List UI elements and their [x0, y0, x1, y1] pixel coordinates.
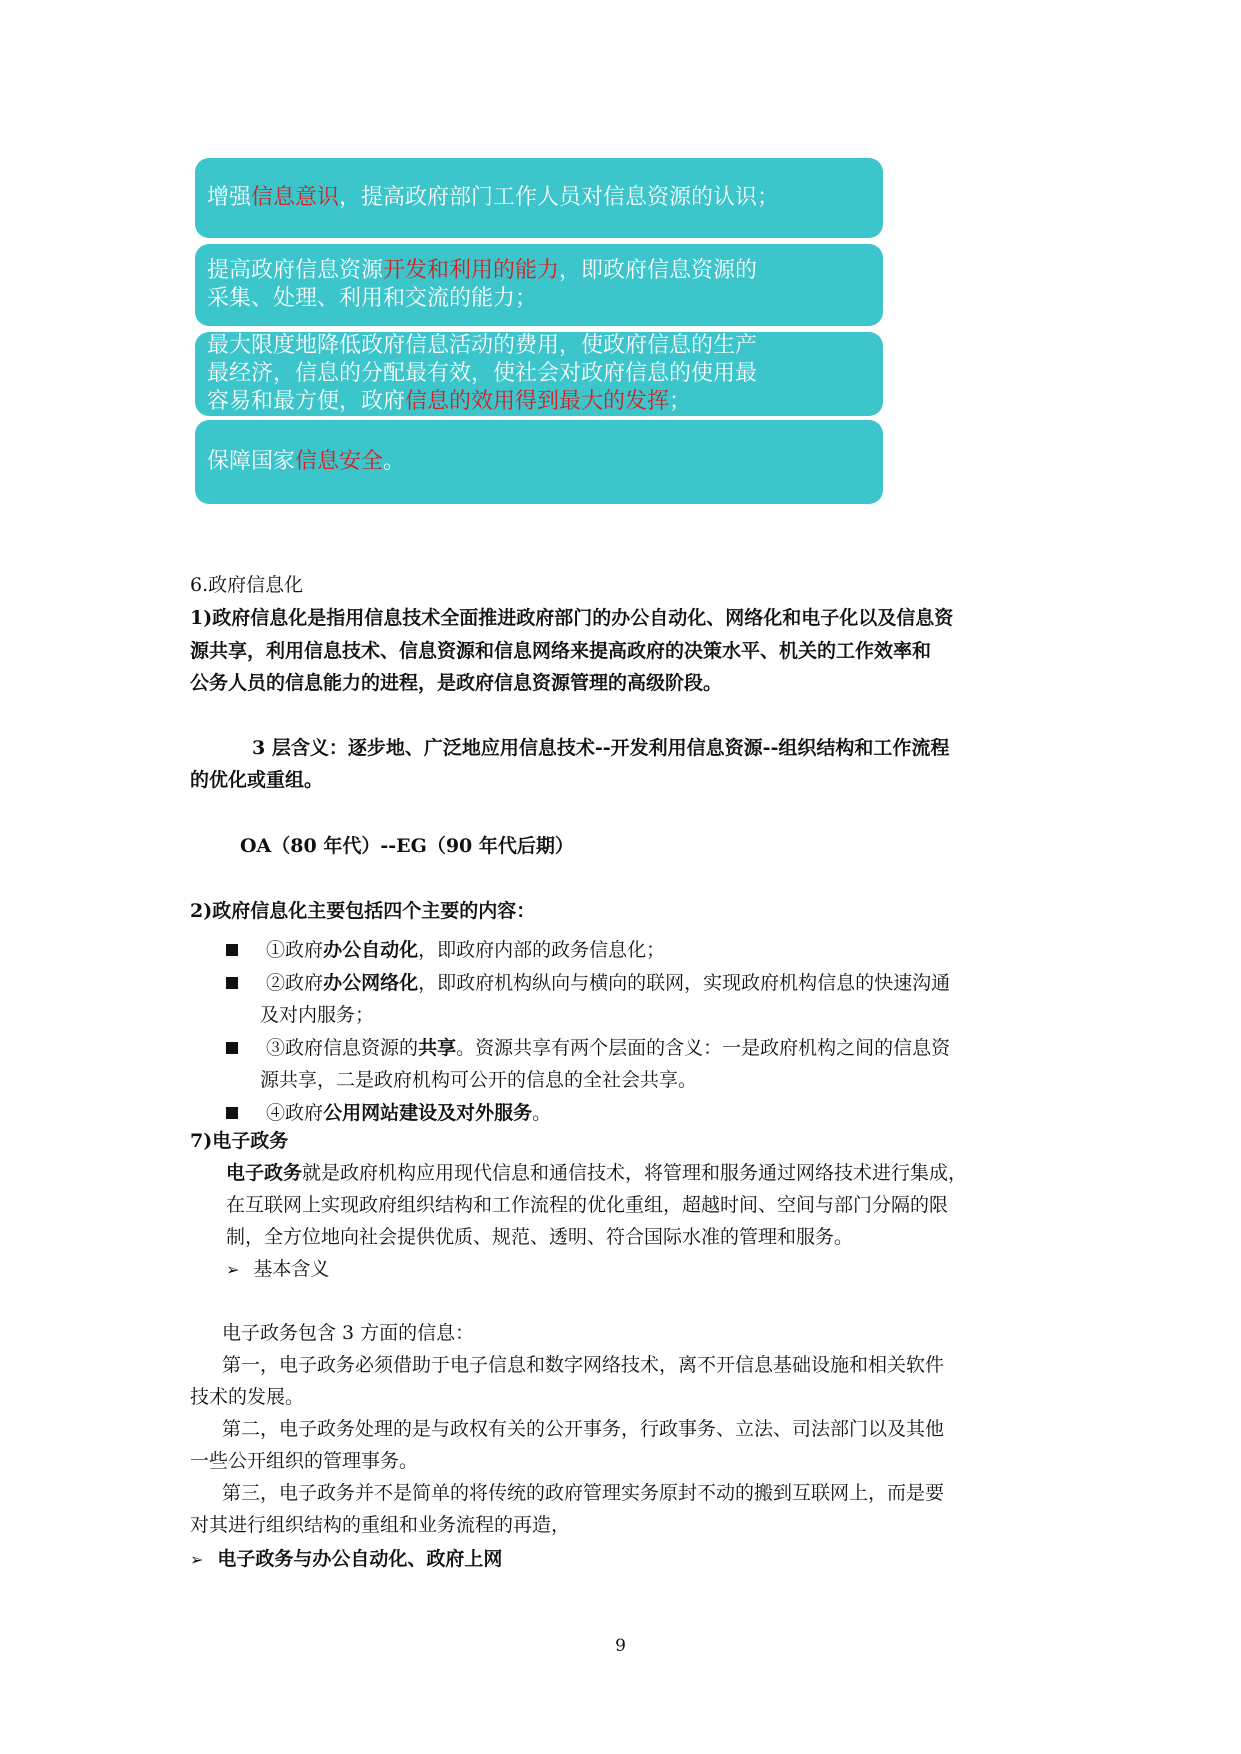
list-item: ①政府办公自动化，即政府内部的政务信息化； — [226, 935, 665, 962]
sec6-p1-line1: 1)政府信息化是指用信息技术全面推进政府部门的办公自动化、网络化和电子化以及信息资 — [190, 607, 954, 629]
list-item-continuation: 源共享，二是政府机构可公开的信息的全社会共享。 — [260, 1069, 698, 1091]
box-text: 保障国家信息安全。 — [207, 449, 406, 474]
list-item: ③政府信息资源的共享。资源共享有两个层面的含义：一是政府机构之间的信息资 — [226, 1033, 950, 1060]
info-box-1 — [195, 158, 883, 238]
sec6-p2-line2: 的优化或重组。 — [190, 769, 324, 791]
sec7-first-line2: 技术的发展。 — [190, 1386, 305, 1408]
arrow-item: ➢ 基本含义 — [226, 1258, 330, 1280]
arrow-bullet-icon: ➢ — [190, 1550, 204, 1569]
sec7-first-line1: 第一，电子政务必须借助于电子信息和数字网络技术，离不开信息基础设施和相关软件 — [222, 1354, 945, 1376]
page-number: 9 — [615, 1636, 626, 1656]
arrow-item-2: ➢ 电子政务与办公自动化、政府上网 — [190, 1548, 503, 1570]
info-box-3 — [195, 332, 883, 416]
list-item: ④政府公用网站建设及对外服务。 — [226, 1098, 551, 1125]
sec7-third-line1: 第三，电子政务并不是简单的将传统的政府管理实务原封不动的搬到互联网上，而是要 — [222, 1482, 945, 1504]
sec6-p3: OA（80 年代）--EG（90 年代后期） — [240, 835, 574, 857]
sec7-p1-line2: 在互联网上实现政府组织结构和工作流程的优化重组，超越时间、空间与部门分隔的限 — [226, 1194, 949, 1216]
sec7-p1-line3: 制，全方位地向社会提供优质、规范、透明、符合国际水准的管理和服务。 — [226, 1226, 854, 1248]
sec6-p1-line2: 源共享，利用信息技术、信息资源和信息网络来提高政府的决策水平、机关的工作效率和 — [190, 640, 932, 662]
sec7-p1-line1: 电子政务就是政府机构应用现代信息和通信技术，将管理和服务通过网络技术进行集成， — [226, 1162, 968, 1184]
box-text: 最大限度地降低政府信息活动的费用，使政府信息的生产 最经济，信息的分配最有效，使社会对政府信息的使用最 容易和最方便，政府信息的效用得到最大的发挥； — [207, 333, 758, 414]
list-item: ②政府办公网络化，即政府机构纵向与横向的联网，实现政府机构信息的快速沟通 — [226, 968, 950, 995]
sec7-third-line2: 对其进行组织结构的重组和业务流程的再造， — [190, 1514, 571, 1536]
sec6-p2-line1: 3 层含义：逐步地、广泛地应用信息技术--开发利用信息资源--组织结构和工作流程 — [252, 737, 950, 759]
box-text: 提高政府信息资源开发和利用的能力，即政府信息资源的 采集、处理、利用和交流的能力； — [207, 258, 758, 311]
list-item-continuation: 及对内服务； — [260, 1004, 375, 1026]
sec7-second-line1: 第二，电子政务处理的是与政权有关的公开事务，行政事务、立法、司法部门以及其他 — [222, 1418, 945, 1440]
sec7-intro: 电子政务包含 3 方面的信息： — [222, 1322, 475, 1344]
square-bullet-icon — [226, 944, 238, 956]
sec6-p1-line3: 公务人员的信息能力的进程，是政府信息资源管理的高级阶段。 — [190, 672, 723, 694]
square-bullet-icon — [226, 1042, 238, 1054]
section-7-heading: 7)电子政务 — [190, 1130, 289, 1152]
box-text: 增强信息意识，提高政府部门工作人员对信息资源的认识； — [207, 185, 780, 210]
info-box-4 — [195, 420, 883, 504]
sec7-second-line2: 一些公开组织的管理事务。 — [190, 1450, 419, 1472]
square-bullet-icon — [226, 1107, 238, 1119]
sec6-p4: 2)政府信息化主要包括四个主要的内容： — [190, 900, 536, 922]
arrow-bullet-icon: ➢ — [226, 1260, 240, 1279]
info-box-2 — [195, 244, 883, 326]
square-bullet-icon — [226, 977, 238, 989]
section-6-heading: 6.政府信息化 — [190, 574, 304, 596]
